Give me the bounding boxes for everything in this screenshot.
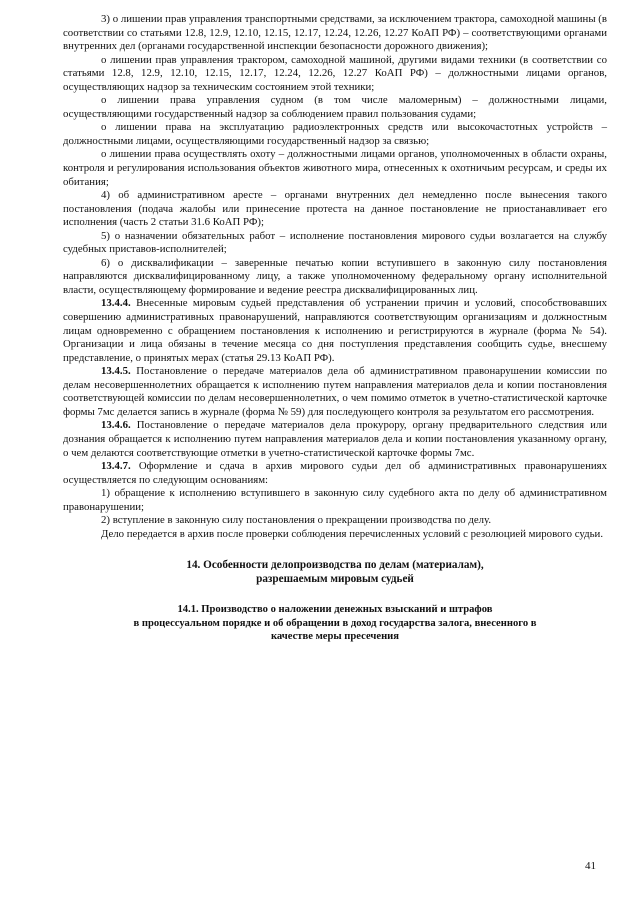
heading-line: в процессуальном порядке и об обращении в доход государства залога, внесенного в (133, 617, 537, 629)
paragraph-item-5: 5) о назначении обязательных работ – исполнение постановления мирового судьи возлагается на службу судебных приставов-исполнителей; (63, 229, 607, 256)
heading-line: разрешаемым мировым судьей (256, 573, 414, 586)
paragraph-vessel: о лишении права управления судном (в том числе маломерным) – должностными лицами, осуществляющими государственный надзор за соблюдением правил пользования судами; (63, 94, 607, 120)
section-number: 13.4.6. (101, 419, 131, 432)
paragraph-item-4: 4) об административном аресте – органами внутренних дел немедленно после вынесения такого постановления (подача жалобы или принесение протеста на данное постановление не приостанавливает его исполнения (часть 2 статьи 31.6 КоАП РФ); (63, 189, 607, 229)
section-heading-14-1 (63, 603, 607, 644)
section-number: 13.4.5. (101, 365, 131, 378)
paragraph-hunting: о лишении права осуществлять охоту – должностными лицами органов, уполномоченных в области охраны, контроля и регулирования использования объектов животного мира, отнесенных к охотничьим ресурсам, и среды их обитания; (63, 148, 607, 188)
paragraph-tractor: о лишении прав управления трактором, самоходной машиной, другими видами техники (в соответствии со статьями 12.8, 12.9, 12.10, 12.15, 12.17, 12.24, 12.26, 12.27 КоАП РФ) – должностными лицами органов, осуществляющих надзор за техническим состоянием этой техники; (63, 53, 607, 93)
page-number: 41 (585, 860, 596, 872)
heading-line: 14.1. Производство о наложении денежных взысканий и штрафов (177, 604, 493, 616)
paragraph-radio: о лишении права на эксплуатацию радиоэлектронных средств или высокочастотных устройств – должностными лицами, осуществляющими государственный надзор за связью; (63, 121, 607, 147)
paragraph-item-3: 3) о лишении прав управления транспортными средствами, за исключением трактора, самоходной машины (в соответствии со статьями 12.8, 12.9, 12.10, 12.15, 12.17, 12.24, 12.26, 12.27 КоАП РФ) – соответствующими органами внутренних дел (органами государственной инспекции безопасности дорожного движения); (63, 13, 607, 53)
paragraph-item-6: 6) о дисквалификации – заверенные печатью копии вступившего в законную силу постановления направляются дисквалифицированному лицу, а также уполномоченному федеральному органу исполнительной власти, осуществляющему формирование и ведение реестра дисквалифицированных лиц. (63, 256, 607, 296)
paragraph-13-4-6: 13.4.6. Постановление о передаче материалов дела прокурору, органу предварительного следствия или дознания обращается к исполнению путем направления материалов дела и копии постановления указанному органу, о чем делаются соответствующие отметки в учетно-статистической карточке формы 7мс. (63, 419, 608, 459)
paragraph-13-4-5: 13.4.5. Постановление о передаче материалов дела об административном правонарушении комиссии по делам несовершеннолетних обращается к исполнению путем направления материалов дела и копии постановления соответствующей комиссии по делам несовершеннолетних, о чем помимо отметок в учетно-статистической карточке формы 7мс делается запись в журнале (форма № 59) для последующего контроля за результатом его рассмотрения. (63, 365, 607, 418)
paragraph-archive: Дело передается в архив после проверки соблюдения перечисленных условий с резолюцией мирового судьи. (101, 527, 604, 540)
heading-line: 14. Особенности делопроизводства по делам (материалам), (186, 559, 484, 572)
paragraph-13-4-4: 13.4.4. Внесенные мировым судьей представления об устранении причин и условий, способствовавших совершению административных правонарушений, направляются соответствующим организациям и должностным лицам одновременно с обращением постановления к исполнению и регистрируются в журнале (форма № 54). Организации и лица обязаны в течение месяца со дня поступления представления сообщить судье, внесшему представление, о принятых мерах (статья 29.13 КоАП РФ). (63, 297, 607, 364)
section-number: 13.4.7. (101, 460, 131, 473)
document-body (63, 13, 607, 644)
paragraph-13-4-7: 13.4.7. Оформление и сдача в архив мирового судьи дел об административных правонарушениях осуществляется по следующим основаниям: (63, 460, 607, 486)
section-number: 13.4.4. (101, 297, 131, 310)
section-heading-14 (63, 558, 607, 586)
paragraph-basis-1: 1) обращение к исполнению вступившего в законную силу судебного акта по делу об административном правонарушении; (63, 487, 607, 513)
heading-line: качестве меры пресечения (270, 631, 400, 643)
paragraph-basis-2: 2) вступление в законную силу постановления о прекращении производства по делу. (101, 514, 492, 527)
